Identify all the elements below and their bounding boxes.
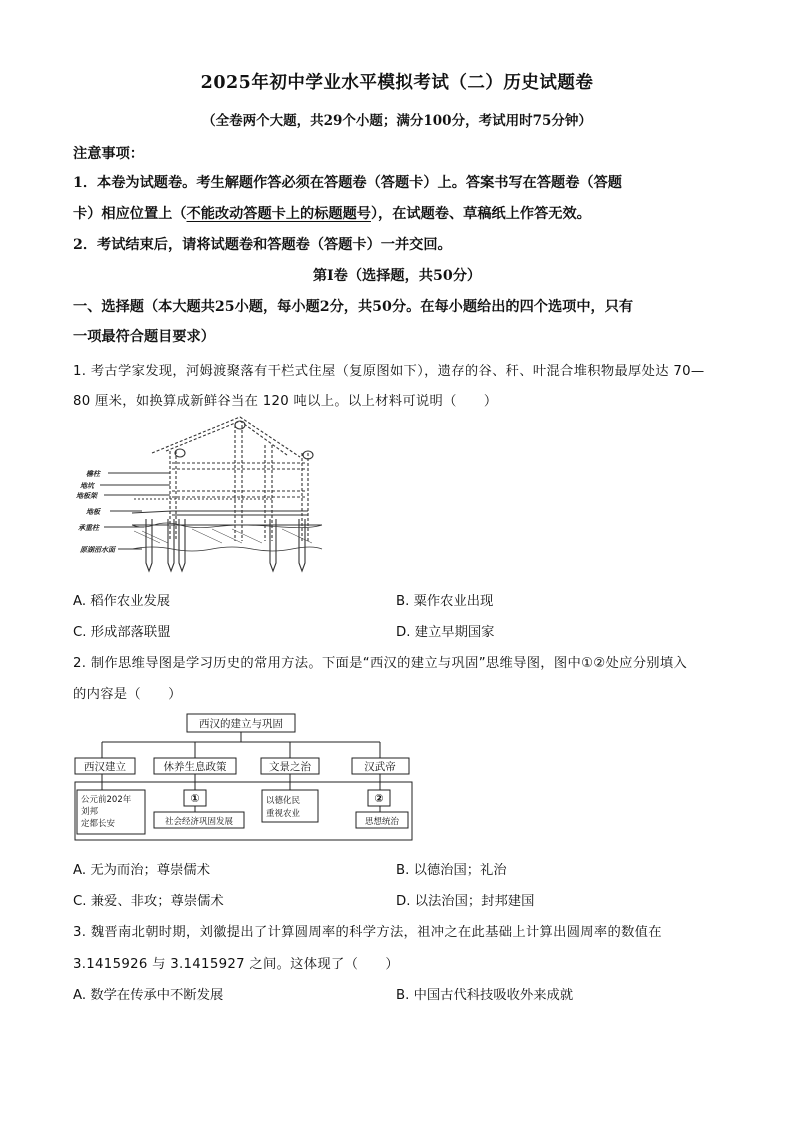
question-1-line-1: 1. 考古学家发现，河姆渡聚落有干栏式住屋（复原图如下），遗存的谷、秆、叶混合堆积物最厚处达 70— [73, 364, 705, 379]
notice-item-1-line-2 [73, 203, 591, 223]
label-eave-column: 檐柱 [86, 470, 100, 478]
question-2-option-c[interactable]: C. 兼爱、非攻；尊崇儒术 [73, 894, 224, 909]
section-heading-line-2: 一项最符合题目要求） [73, 329, 215, 345]
question-2-line-1: 2. 制作思维导图是学习历史的常用方法。下面是“西汉的建立与巩固”思维导图，图中①②处应分别填入 [73, 656, 688, 671]
label-water-surface: 原湖沼水面 [80, 546, 115, 554]
notice-item-2: 2．考试结束后，请将试题卷和答题卷（答题卡）一并交回。 [73, 237, 452, 253]
exam-subtitle: （全卷两个大题，共29个小题；满分100分，考试用时75分钟） [202, 113, 592, 129]
section-heading-line-1: 一、选择题（本大题共25小题，每小题2分，共50分。在每小题给出的四个选项中，只有 [73, 299, 634, 315]
label-bearing-pile: 承重柱 [78, 524, 99, 532]
question-1-option-b[interactable]: B. 粟作农业出现 [396, 594, 494, 609]
question-1-option-d[interactable]: D. 建立早期国家 [396, 625, 495, 640]
mindmap-detail-2: 社会经济巩固发展 [164, 817, 234, 827]
mindmap-branch-2: 休养生息政策 [163, 761, 227, 773]
mindmap-detail-1-line-3: 定都长安 [81, 819, 116, 829]
mindmap-branch-4: 汉武帝 [364, 761, 396, 773]
question-2-option-a[interactable]: A. 无为而治；尊崇儒术 [73, 863, 210, 878]
mindmap-root: 西汉的建立与巩固 [199, 718, 283, 730]
mindmap-detail-1-line-2: 刘邦 [81, 807, 99, 817]
question-3-line-2: 3.1415926 与 3.1415927 之间。这体现了（ ） [73, 957, 399, 972]
notice-heading: 注意事项： [73, 146, 144, 162]
mindmap-marker-2: ② [374, 792, 384, 805]
mindmap-detail-1-line-1: 公元前202年 [81, 795, 132, 805]
mindmap-detail-3-line-1: 以德化民 [266, 796, 301, 806]
stilt-house-figure [72, 415, 342, 577]
notice-item-1-underlined: 不能改动答题卡上的标题题号 [186, 206, 371, 222]
exam-title: 2025年初中学业水平模拟考试（二）历史试题卷 [200, 73, 594, 93]
notice-item-1-pre: 卡）相应位置上（ [73, 206, 187, 222]
question-2-option-b[interactable]: B. 以德治国；礼治 [396, 863, 507, 878]
label-floor-frame: 地板架 [76, 492, 97, 500]
label-pit: 地坑 [80, 482, 94, 490]
label-floor: 地板 [86, 508, 100, 516]
question-1-line-2: 80 厘米，如换算成新鲜谷当在 120 吨以上。以上材料可说明（ ） [73, 394, 498, 409]
question-1-option-c[interactable]: C. 形成部落联盟 [73, 625, 171, 640]
question-1-option-a[interactable]: A. 稻作农业发展 [73, 594, 171, 609]
mindmap-detail-3-line-2: 重视农业 [266, 809, 301, 819]
part1-heading: 第Ⅰ卷（选择题，共50分） [312, 268, 482, 284]
mindmap-detail-frame [75, 782, 412, 840]
question-2-line-2: 的内容是（ ） [73, 687, 182, 702]
question-2-option-d[interactable]: D. 以法治国；封邦建国 [396, 894, 535, 909]
mindmap-figure [72, 710, 417, 844]
question-3-line-1: 3. 魏晋南北朝时期，刘徽提出了计算圆周率的科学方法，祖冲之在此基础上计算出圆周率的数值在 [73, 925, 662, 940]
notice-item-1-post: ），在试题卷、草稿纸上作答无效。 [370, 206, 591, 222]
question-3-option-b[interactable]: B. 中国古代科技吸收外来成就 [396, 988, 574, 1003]
mindmap-branch-3: 文景之治 [269, 761, 311, 773]
notice-item-1-line-1: 1．本卷为试题卷。考生解题作答必须在答题卷（答题卡）上。答案书写在答题卷（答题 [73, 175, 622, 191]
mindmap-branch-1: 西汉建立 [84, 761, 126, 773]
mindmap-marker-1: ① [190, 792, 200, 805]
question-3-option-a[interactable]: A. 数学在传承中不断发展 [73, 988, 224, 1003]
mindmap-detail-4: 思想统治 [364, 817, 400, 827]
